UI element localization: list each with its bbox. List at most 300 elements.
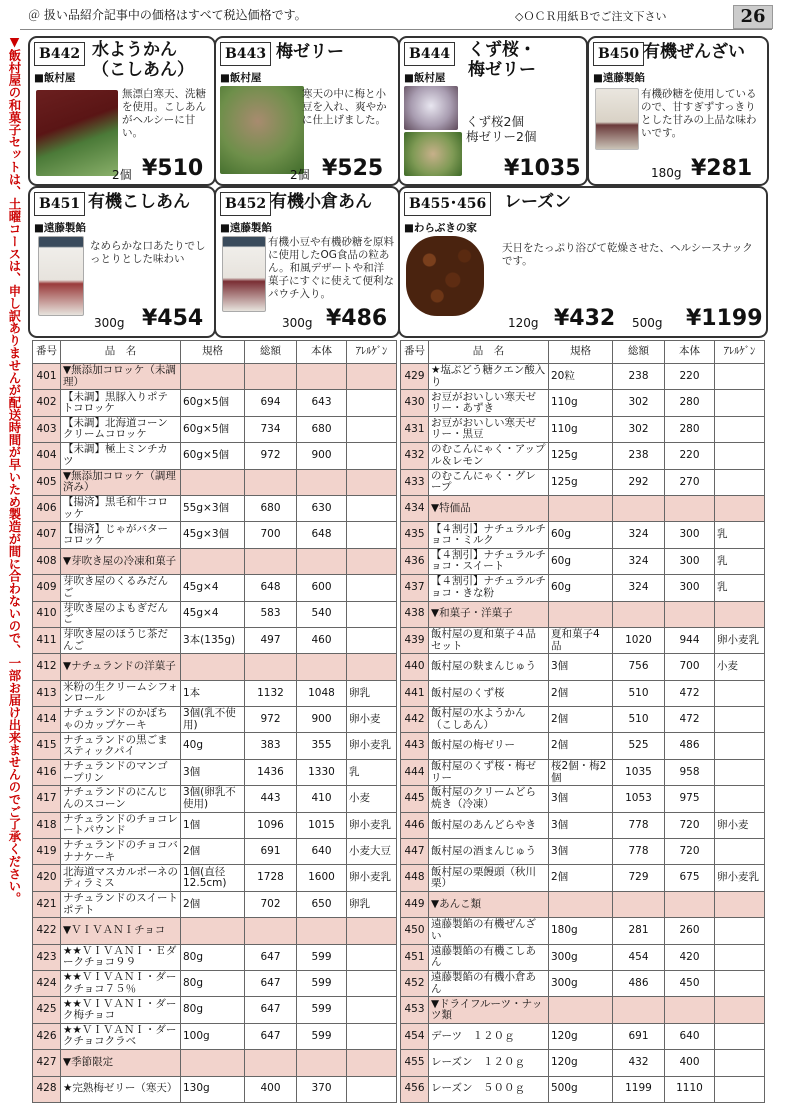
item-total: 324 bbox=[613, 548, 665, 574]
item-name: ▼ドライフルーツ・ナッツ類 bbox=[429, 997, 549, 1023]
item-allergen bbox=[715, 970, 765, 996]
item-base: 460 bbox=[297, 627, 347, 653]
item-number: 450 bbox=[401, 918, 429, 944]
item-allergen bbox=[715, 891, 765, 917]
table-row bbox=[33, 891, 397, 917]
product-card-b450[interactable] bbox=[587, 36, 769, 186]
item-name: ▼無添加コロッケ（未調理） bbox=[61, 364, 181, 390]
product-name: 有機こしあん bbox=[88, 192, 190, 212]
product-quantity: 300g bbox=[282, 316, 313, 330]
item-name: ★★ＶＩＶＡＮＩ・Ｅダークチョコ９９ bbox=[61, 944, 181, 970]
item-number: 429 bbox=[401, 364, 429, 390]
item-spec: 180g bbox=[549, 918, 613, 944]
product-description: 有機砂糖を使用しているので、甘すぎずすっきりとした甘みの上品な味わいです。 bbox=[641, 88, 757, 139]
item-spec: 60g bbox=[549, 575, 613, 601]
item-total: 302 bbox=[613, 416, 665, 442]
item-spec: 300g bbox=[549, 970, 613, 996]
item-total bbox=[613, 997, 665, 1023]
product-description: 無漂白寒天、洗糖を使用。こしあんがヘルシーに甘い。 bbox=[122, 88, 206, 139]
item-number: 432 bbox=[401, 443, 429, 469]
product-price: ¥486 bbox=[326, 306, 388, 331]
item-total: 972 bbox=[245, 443, 297, 469]
item-name: 飯村屋のくず桜・梅ゼリー bbox=[429, 759, 549, 785]
item-spec: 60g×5個 bbox=[181, 443, 245, 469]
item-base: 410 bbox=[297, 786, 347, 812]
item-base: 600 bbox=[297, 575, 347, 601]
product-photo bbox=[595, 88, 639, 150]
product-code: B450 bbox=[593, 42, 644, 66]
item-allergen bbox=[715, 944, 765, 970]
product-quantity: 2個 bbox=[290, 168, 310, 182]
item-name: デーツ １２０ｇ bbox=[429, 1023, 549, 1049]
item-number: 430 bbox=[401, 390, 429, 416]
item-number: 421 bbox=[33, 891, 61, 917]
item-spec: 3個(乳不使用) bbox=[181, 707, 245, 733]
item-name: 遠藤製餡の有機こしあん bbox=[429, 944, 549, 970]
item-base: 220 bbox=[665, 364, 715, 390]
table-row bbox=[33, 1076, 397, 1102]
item-base: 599 bbox=[297, 1023, 347, 1049]
item-total: 238 bbox=[613, 443, 665, 469]
table-row bbox=[401, 627, 765, 653]
item-number: 431 bbox=[401, 416, 429, 442]
product-card-b455-456[interactable] bbox=[398, 186, 768, 338]
item-base: 599 bbox=[297, 997, 347, 1023]
item-base: 650 bbox=[297, 891, 347, 917]
item-spec: 桜2個・梅2個 bbox=[549, 759, 613, 785]
item-total: 510 bbox=[613, 707, 665, 733]
item-spec: 20粒 bbox=[549, 364, 613, 390]
item-total: 647 bbox=[245, 997, 297, 1023]
item-total: 700 bbox=[245, 522, 297, 548]
table-row bbox=[401, 575, 765, 601]
table-row bbox=[33, 416, 397, 442]
item-allergen bbox=[715, 997, 765, 1023]
item-spec: 100g bbox=[181, 1023, 245, 1049]
order-form-note: ◇ＯＣＲ用紙Ｂでご注文下さい bbox=[515, 10, 667, 23]
product-description: 有機小豆や有機砂糖を原料に使用したOG食品の粒あん。和風デザートや和洋菓子にすぐに使えて便利なパウチ入り。 bbox=[268, 236, 394, 300]
item-spec: 300g bbox=[549, 944, 613, 970]
item-total: 292 bbox=[613, 469, 665, 495]
item-total: 238 bbox=[613, 364, 665, 390]
product-price-500g: ¥1199 bbox=[686, 306, 763, 331]
col-number: 番号 bbox=[33, 341, 61, 364]
item-name: お豆がおいしい寒天ゼリー・あずき bbox=[429, 390, 549, 416]
item-base: 472 bbox=[665, 707, 715, 733]
item-number: 414 bbox=[33, 707, 61, 733]
item-allergen bbox=[715, 918, 765, 944]
item-number: 406 bbox=[33, 495, 61, 521]
item-allergen: 乳 bbox=[715, 522, 765, 548]
product-description: なめらかな口あたりでしっとりとした味わい bbox=[90, 240, 206, 265]
table-row bbox=[33, 601, 397, 627]
item-spec: 500g bbox=[549, 1076, 613, 1102]
item-base: 975 bbox=[665, 786, 715, 812]
item-name: ★★ＶＩＶＡＮＩ・ダークチョコ７５％ bbox=[61, 970, 181, 996]
product-quantity: 300g bbox=[94, 316, 125, 330]
item-allergen: 小麦 bbox=[715, 654, 765, 680]
table-row bbox=[401, 680, 765, 706]
item-total: 972 bbox=[245, 707, 297, 733]
table-row bbox=[401, 759, 765, 785]
item-base: 1048 bbox=[297, 680, 347, 706]
item-number: 417 bbox=[33, 786, 61, 812]
item-spec bbox=[181, 1050, 245, 1076]
item-spec bbox=[549, 891, 613, 917]
tax-note: ＠ 扱い品紹介記事中の価格はすべて税込価格です。 bbox=[28, 8, 307, 22]
order-table-right bbox=[400, 340, 765, 1103]
item-total: 729 bbox=[613, 865, 665, 891]
item-name: のむこんにゃく・アップル＆レモン bbox=[429, 443, 549, 469]
item-base: 944 bbox=[665, 627, 715, 653]
item-base: 900 bbox=[297, 707, 347, 733]
table-row bbox=[33, 707, 397, 733]
product-code: B455･456 bbox=[404, 192, 491, 216]
item-base bbox=[665, 601, 715, 627]
item-spec: 120g bbox=[549, 1023, 613, 1049]
product-card-b442[interactable] bbox=[28, 36, 216, 186]
item-total: 302 bbox=[613, 390, 665, 416]
item-number: 439 bbox=[401, 627, 429, 653]
product-description: 天日をたっぷり浴びて乾燥させた、ヘルシースナックです。 bbox=[502, 242, 753, 267]
col-total: 総額 bbox=[245, 341, 297, 364]
item-name: お豆がおいしい寒天ゼリー・黒豆 bbox=[429, 416, 549, 442]
table-row bbox=[401, 548, 765, 574]
item-name: ★★ＶＩＶＡＮＩ・ダークチョコクラベ bbox=[61, 1023, 181, 1049]
table-row bbox=[33, 944, 397, 970]
item-name: ★★ＶＩＶＡＮＩ・ダーク梅チョコ bbox=[61, 997, 181, 1023]
table-row bbox=[33, 786, 397, 812]
item-total: 454 bbox=[613, 944, 665, 970]
item-spec: 60g×5個 bbox=[181, 390, 245, 416]
item-allergen bbox=[715, 839, 765, 865]
item-allergen bbox=[347, 548, 397, 574]
item-spec bbox=[549, 997, 613, 1023]
product-maker: ■飯村屋 bbox=[34, 72, 76, 84]
item-name: 【４割引】ナチュラルチョコ・きな粉 bbox=[429, 575, 549, 601]
item-allergen bbox=[347, 443, 397, 469]
item-allergen bbox=[715, 707, 765, 733]
item-spec: 45g×4 bbox=[181, 601, 245, 627]
item-number: 424 bbox=[33, 970, 61, 996]
item-number: 436 bbox=[401, 548, 429, 574]
item-spec: 60g bbox=[549, 522, 613, 548]
item-allergen bbox=[347, 364, 397, 390]
item-base bbox=[665, 891, 715, 917]
item-number: 404 bbox=[33, 443, 61, 469]
item-allergen bbox=[347, 522, 397, 548]
item-number: 403 bbox=[33, 416, 61, 442]
item-spec: 2個 bbox=[181, 839, 245, 865]
item-allergen: 卵小麦乳 bbox=[347, 812, 397, 838]
item-number: 451 bbox=[401, 944, 429, 970]
item-name: 【４割引】ナチュラルチョコ・ミルク bbox=[429, 522, 549, 548]
product-price: ¥525 bbox=[322, 156, 384, 181]
product-name: 梅ゼリー bbox=[276, 42, 344, 62]
item-name: 飯村屋の夏和菓子４品セット bbox=[429, 627, 549, 653]
item-name: 【未調】北海道コーンクリームコロッケ bbox=[61, 416, 181, 442]
item-allergen: 卵小麦 bbox=[347, 707, 397, 733]
item-number: 443 bbox=[401, 733, 429, 759]
category-row bbox=[33, 918, 397, 944]
item-name: 芽吹き屋のくるみだんご bbox=[61, 575, 181, 601]
item-base: 280 bbox=[665, 390, 715, 416]
item-spec: 2個 bbox=[549, 680, 613, 706]
item-number: 407 bbox=[33, 522, 61, 548]
item-number: 434 bbox=[401, 495, 429, 521]
product-maker: ■遠藤製餡 bbox=[34, 222, 86, 234]
item-number: 453 bbox=[401, 997, 429, 1023]
product-name: レーズン bbox=[504, 192, 572, 212]
item-allergen bbox=[347, 1076, 397, 1102]
item-allergen: 卵小麦 bbox=[715, 812, 765, 838]
col-total: 総額 bbox=[613, 341, 665, 364]
item-total: 324 bbox=[613, 522, 665, 548]
item-total bbox=[245, 364, 297, 390]
product-code: B444 bbox=[404, 42, 455, 66]
item-name: ★完熟梅ゼリー（寒天） bbox=[61, 1076, 181, 1102]
item-total: 432 bbox=[613, 1050, 665, 1076]
table-row bbox=[401, 944, 765, 970]
item-spec bbox=[181, 654, 245, 680]
item-allergen bbox=[347, 495, 397, 521]
item-total bbox=[613, 495, 665, 521]
item-number: 415 bbox=[33, 733, 61, 759]
item-total: 647 bbox=[245, 970, 297, 996]
item-name: 芽吹き屋のよもぎだんご bbox=[61, 601, 181, 627]
item-name: 芽吹き屋のほうじ茶だんご bbox=[61, 627, 181, 653]
item-total: 691 bbox=[245, 839, 297, 865]
item-name: ナチュランドのマンゴープリン bbox=[61, 759, 181, 785]
item-number: 423 bbox=[33, 944, 61, 970]
product-price: ¥1035 bbox=[504, 156, 581, 181]
item-name: 飯村屋のあんどらやき bbox=[429, 812, 549, 838]
item-allergen bbox=[715, 759, 765, 785]
product-card-b443[interactable] bbox=[214, 36, 400, 186]
item-allergen bbox=[715, 1076, 765, 1102]
item-spec: 3個 bbox=[549, 654, 613, 680]
item-name: 飯村屋の酒まんじゅう bbox=[429, 839, 549, 865]
item-allergen: 乳 bbox=[715, 548, 765, 574]
item-base: 958 bbox=[665, 759, 715, 785]
item-number: 447 bbox=[401, 839, 429, 865]
item-allergen bbox=[715, 733, 765, 759]
item-base bbox=[665, 495, 715, 521]
item-number: 413 bbox=[33, 680, 61, 706]
item-spec: 1個(直径12.5cm) bbox=[181, 865, 245, 891]
item-total: 778 bbox=[613, 812, 665, 838]
product-maker: ■遠藤製餡 bbox=[220, 222, 272, 234]
item-spec: 80g bbox=[181, 997, 245, 1023]
table-row bbox=[401, 733, 765, 759]
item-allergen bbox=[347, 416, 397, 442]
table-row bbox=[401, 707, 765, 733]
item-number: 442 bbox=[401, 707, 429, 733]
item-name: ナチュランドのにんじんのスコーン bbox=[61, 786, 181, 812]
item-spec: 3個 bbox=[181, 759, 245, 785]
product-name: 有機小倉あん bbox=[270, 192, 372, 212]
table-row bbox=[33, 627, 397, 653]
kuzu-sakura-photo bbox=[404, 86, 458, 130]
item-base: 720 bbox=[665, 812, 715, 838]
item-number: 426 bbox=[33, 1023, 61, 1049]
item-total bbox=[245, 1050, 297, 1076]
item-allergen: 卵小麦乳 bbox=[347, 865, 397, 891]
item-number: 408 bbox=[33, 548, 61, 574]
item-total bbox=[613, 601, 665, 627]
item-number: 411 bbox=[33, 627, 61, 653]
item-allergen bbox=[715, 1050, 765, 1076]
item-total: 383 bbox=[245, 733, 297, 759]
item-base: 355 bbox=[297, 733, 347, 759]
item-total: 647 bbox=[245, 944, 297, 970]
table-row bbox=[401, 1050, 765, 1076]
item-spec: 125g bbox=[549, 443, 613, 469]
item-allergen: 卵乳 bbox=[347, 891, 397, 917]
ume-jelly-photo bbox=[404, 132, 462, 176]
product-price: ¥510 bbox=[142, 156, 204, 181]
item-allergen bbox=[715, 1023, 765, 1049]
item-allergen: 乳 bbox=[715, 575, 765, 601]
table-row bbox=[401, 390, 765, 416]
item-base bbox=[665, 997, 715, 1023]
product-price: ¥281 bbox=[691, 156, 753, 181]
category-row bbox=[401, 891, 765, 917]
item-name: ナチュランドの黒ごまスティックパイ bbox=[61, 733, 181, 759]
item-base: 1600 bbox=[297, 865, 347, 891]
item-total bbox=[245, 918, 297, 944]
item-base bbox=[297, 1050, 347, 1076]
item-number: 420 bbox=[33, 865, 61, 891]
product-card-b444[interactable] bbox=[398, 36, 588, 186]
item-total: 486 bbox=[613, 970, 665, 996]
item-total: 324 bbox=[613, 575, 665, 601]
item-name: 飯村屋の麩まんじゅう bbox=[429, 654, 549, 680]
product-photo bbox=[220, 86, 304, 174]
item-total: 694 bbox=[245, 390, 297, 416]
item-number: 427 bbox=[33, 1050, 61, 1076]
table-row bbox=[401, 443, 765, 469]
table-row bbox=[401, 812, 765, 838]
item-spec: 125g bbox=[549, 469, 613, 495]
item-total: 525 bbox=[613, 733, 665, 759]
product-description: くず桜2個 梅ゼリー2個 bbox=[466, 114, 537, 144]
product-quantity: 2個 bbox=[112, 168, 132, 182]
product-card-b451[interactable] bbox=[28, 186, 216, 338]
item-name: ▼季節限定 bbox=[61, 1050, 181, 1076]
item-base: 420 bbox=[665, 944, 715, 970]
item-name: 【未調】黒豚入りポテトコロッケ bbox=[61, 390, 181, 416]
product-name: くず桜・ 梅ゼリー bbox=[468, 40, 536, 80]
item-name: 【未調】極上ミンチカツ bbox=[61, 443, 181, 469]
product-code: B451 bbox=[34, 192, 85, 216]
item-base: 400 bbox=[665, 1050, 715, 1076]
col-item-name: 品 名 bbox=[61, 341, 181, 364]
item-spec: 2個 bbox=[549, 865, 613, 891]
item-name: ▼ＶＩＶＡＮＩチョコ bbox=[61, 918, 181, 944]
item-number: 425 bbox=[33, 997, 61, 1023]
item-base: 675 bbox=[665, 865, 715, 891]
product-name: 有機ぜんざい bbox=[643, 42, 745, 62]
item-allergen bbox=[715, 443, 765, 469]
item-name: ナチュランドのかぼちゃのカップケーキ bbox=[61, 707, 181, 733]
item-allergen bbox=[347, 1023, 397, 1049]
item-spec bbox=[181, 918, 245, 944]
item-name: 飯村屋の栗饅頭（秋川栗） bbox=[429, 865, 549, 891]
item-base: 300 bbox=[665, 548, 715, 574]
item-total: 510 bbox=[613, 680, 665, 706]
item-base bbox=[297, 654, 347, 680]
item-total: 756 bbox=[613, 654, 665, 680]
item-base: 700 bbox=[665, 654, 715, 680]
product-maker: ■飯村屋 bbox=[404, 72, 446, 84]
item-allergen: 乳 bbox=[347, 759, 397, 785]
table-row bbox=[33, 865, 397, 891]
item-allergen bbox=[347, 627, 397, 653]
table-row bbox=[401, 469, 765, 495]
table-row bbox=[33, 575, 397, 601]
table-row bbox=[33, 680, 397, 706]
item-number: 402 bbox=[33, 390, 61, 416]
item-allergen: 小麦大豆 bbox=[347, 839, 397, 865]
item-number: 412 bbox=[33, 654, 61, 680]
item-spec bbox=[181, 364, 245, 390]
item-number: 401 bbox=[33, 364, 61, 390]
product-maker: ■遠藤製餡 bbox=[593, 72, 645, 84]
table-row bbox=[33, 522, 397, 548]
item-base: 540 bbox=[297, 601, 347, 627]
item-allergen: 卵小麦乳 bbox=[715, 865, 765, 891]
item-allergen: 卵乳 bbox=[347, 680, 397, 706]
item-name: 北海道マスカルポーネのティラミス bbox=[61, 865, 181, 891]
item-spec: 3個 bbox=[549, 839, 613, 865]
item-name: 【揚済】じゃがバターコロッケ bbox=[61, 522, 181, 548]
item-number: 433 bbox=[401, 469, 429, 495]
item-number: 444 bbox=[401, 759, 429, 785]
item-base: 486 bbox=[665, 733, 715, 759]
item-total bbox=[245, 469, 297, 495]
item-number: 405 bbox=[33, 469, 61, 495]
item-spec bbox=[181, 548, 245, 574]
category-row bbox=[33, 364, 397, 390]
item-total: 702 bbox=[245, 891, 297, 917]
table-row bbox=[401, 918, 765, 944]
item-base: 220 bbox=[665, 443, 715, 469]
product-photo bbox=[36, 90, 118, 176]
item-spec: 45g×4 bbox=[181, 575, 245, 601]
item-base: 900 bbox=[297, 443, 347, 469]
item-base bbox=[297, 918, 347, 944]
item-spec: 110g bbox=[549, 416, 613, 442]
col-spec: 規格 bbox=[549, 341, 613, 364]
item-name: 米粉の生クリームシフォンロール bbox=[61, 680, 181, 706]
item-total: 281 bbox=[613, 918, 665, 944]
product-card-b452[interactable] bbox=[214, 186, 400, 338]
item-base bbox=[297, 469, 347, 495]
item-number: 449 bbox=[401, 891, 429, 917]
item-base: 1330 bbox=[297, 759, 347, 785]
table-row bbox=[401, 1076, 765, 1102]
product-quantity: 180g bbox=[651, 166, 682, 180]
item-spec: 1個 bbox=[181, 812, 245, 838]
item-spec: 3個(卵乳不使用) bbox=[181, 786, 245, 812]
item-allergen bbox=[715, 469, 765, 495]
item-total: 443 bbox=[245, 786, 297, 812]
item-number: 437 bbox=[401, 575, 429, 601]
item-allergen bbox=[715, 495, 765, 521]
table-row bbox=[33, 733, 397, 759]
product-photo bbox=[222, 236, 266, 312]
